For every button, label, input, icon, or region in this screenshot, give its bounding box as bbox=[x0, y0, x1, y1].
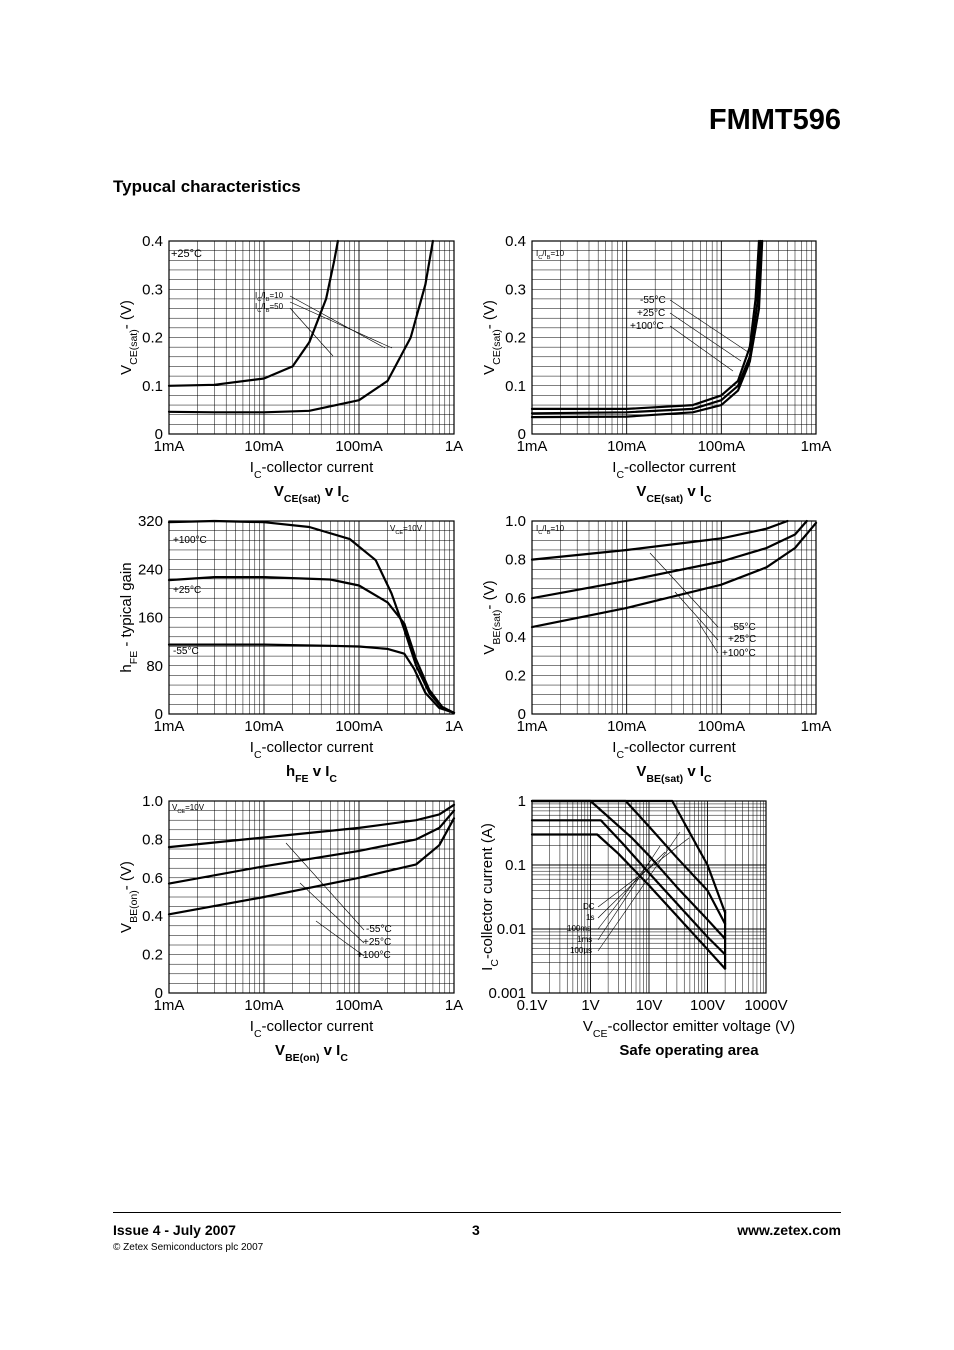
y-tick-label: 0.1 bbox=[505, 857, 526, 874]
y-tick-label: 160 bbox=[137, 609, 163, 627]
part-number: FMMT596 bbox=[708, 104, 841, 136]
x-axis-label: $I_C$-collector current bbox=[612, 739, 736, 761]
annotation-label: $I_C/I_B=10$ bbox=[536, 524, 565, 536]
x-axis-label: $I_C$-collector current bbox=[249, 1018, 374, 1040]
footer-website: www.zetex.com bbox=[737, 1222, 841, 1238]
x-tick-label: 100mA bbox=[697, 438, 746, 455]
annotation-label: -55°C bbox=[173, 646, 199, 657]
grid bbox=[532, 801, 766, 993]
y-tick-label: 0.8 bbox=[142, 831, 163, 849]
y-tick-label: 0 bbox=[154, 706, 163, 723]
leader-line bbox=[675, 592, 718, 640]
y-tick-label: 0.01 bbox=[496, 921, 526, 938]
y-axis-label: $V_{CE(sat)}-$ (V) bbox=[481, 300, 503, 375]
x-tick-label: 100mA bbox=[335, 438, 383, 455]
annotation-label: $I_C/I_B=10$ bbox=[255, 291, 284, 303]
annotation-label: $I_C/I_B=10$ bbox=[536, 249, 565, 261]
x-tick-label: 1V bbox=[581, 997, 600, 1014]
y-tick-label: 0.2 bbox=[505, 667, 526, 685]
y-tick-label: 0.1 bbox=[142, 377, 163, 395]
y-tick-label: 1.0 bbox=[142, 793, 163, 810]
y-tick-label: 0 bbox=[154, 426, 163, 443]
annotation-label: +100°C bbox=[357, 950, 391, 961]
chart-vbesat bbox=[481, 513, 831, 785]
chart-title: $V_{BE(sat)}$ v $I_C$ bbox=[636, 763, 712, 785]
x-tick-label: 1000V bbox=[744, 997, 788, 1014]
x-tick-label: 1mA bbox=[800, 438, 832, 455]
x-tick-label: 100V bbox=[689, 997, 726, 1014]
x-tick-label: 10mA bbox=[607, 438, 647, 455]
x-tick-label: 1mA bbox=[516, 438, 548, 455]
annotation-label: +100°C bbox=[173, 535, 207, 546]
series-1 bbox=[532, 820, 725, 954]
x-tick-label: 1A bbox=[444, 438, 464, 455]
x-tick-label: 1mA bbox=[800, 718, 832, 735]
annotation-label: -55°C bbox=[640, 295, 666, 306]
leader-line bbox=[598, 860, 651, 929]
chart-title: $V_{CE(sat)}$ v $I_C$ bbox=[273, 483, 350, 505]
y-tick-label: 0 bbox=[517, 426, 526, 443]
x-tick-label: 1mA bbox=[153, 997, 185, 1014]
footer-rule bbox=[113, 1212, 841, 1213]
page-number: 3 bbox=[472, 1222, 480, 1238]
y-tick-label: 0.3 bbox=[142, 281, 163, 299]
annotation-label: +25°C bbox=[171, 248, 203, 260]
annotation-label: +100°C bbox=[722, 648, 756, 659]
series-0 bbox=[169, 241, 433, 412]
x-tick-label: 100mA bbox=[335, 718, 383, 735]
annotation-label: +25°C bbox=[363, 937, 392, 948]
y-tick-label: 240 bbox=[137, 561, 163, 579]
annotation-label: $I_C/I_B=50$ bbox=[255, 302, 284, 314]
leader-line bbox=[300, 883, 364, 943]
annotation-label: -55°C bbox=[366, 924, 392, 935]
series-4 bbox=[532, 801, 725, 913]
y-tick-label: 0.001 bbox=[488, 985, 526, 1002]
x-axis-label: $V_{CE}$-collector emitter voltage (V) bbox=[582, 1018, 796, 1040]
x-tick-label: 0.1V bbox=[516, 997, 548, 1014]
y-axis-label: $V_{BE(sat)}-$ (V) bbox=[481, 580, 503, 655]
y-tick-label: 320 bbox=[137, 513, 163, 530]
x-tick-label: 100mA bbox=[697, 718, 746, 735]
annotation-label: DC bbox=[583, 902, 595, 911]
y-tick-label: 0.2 bbox=[505, 329, 526, 347]
x-axis-label: $I_C$-collector current bbox=[249, 739, 374, 761]
y-axis-label: $h_{FE}$ - typical gain bbox=[118, 562, 140, 673]
annotation-label: +100°C bbox=[630, 321, 664, 332]
chart-title: $h_{FE}$ v $I_C$ bbox=[285, 763, 338, 785]
series-2 bbox=[532, 523, 816, 627]
y-tick-label: 1 bbox=[517, 793, 526, 810]
leader-line bbox=[670, 300, 748, 352]
chart-vcesat-temp bbox=[481, 233, 831, 505]
grid bbox=[532, 241, 816, 434]
section-title: Typucal characteristics bbox=[113, 177, 301, 196]
y-tick-label: 0.4 bbox=[505, 628, 526, 646]
grid bbox=[169, 521, 454, 714]
footer-copyright: © Zetex Semiconductors plc 2007 bbox=[113, 1242, 264, 1253]
y-tick-label: 0.4 bbox=[505, 233, 526, 250]
x-axis-label: $I_C$-collector current bbox=[612, 459, 736, 481]
annotation-label: 100ms bbox=[567, 924, 592, 933]
x-tick-label: 1A bbox=[444, 718, 464, 735]
x-tick-label: 1mA bbox=[153, 438, 185, 455]
y-tick-label: 0.8 bbox=[505, 551, 526, 569]
annotation-label: +25°C bbox=[728, 634, 757, 645]
y-tick-label: 0.6 bbox=[142, 869, 163, 887]
y-tick-label: 0.2 bbox=[142, 946, 163, 964]
y-tick-label: 0 bbox=[154, 985, 163, 1002]
chart-title: Safe operating area bbox=[619, 1042, 759, 1059]
y-axis-label: $V_{BE(on)}-$ (V) bbox=[118, 861, 140, 933]
x-tick-label: 10mA bbox=[244, 997, 284, 1014]
y-tick-label: 0.1 bbox=[505, 377, 526, 395]
leader-line bbox=[290, 308, 333, 356]
x-tick-label: 10V bbox=[635, 997, 663, 1014]
x-tick-label: 1A bbox=[444, 997, 464, 1014]
y-tick-label: 0 bbox=[517, 706, 526, 723]
annotation-label: 1s bbox=[586, 913, 595, 922]
x-tick-label: 1mA bbox=[516, 718, 548, 735]
y-tick-label: 80 bbox=[146, 657, 163, 675]
annotation-label: -55°C bbox=[730, 622, 756, 633]
annotation-label: 100µs bbox=[570, 946, 592, 955]
leader-line bbox=[670, 313, 741, 361]
annotation-label: +25°C bbox=[637, 308, 666, 319]
chart-vbeon bbox=[118, 793, 463, 1064]
chart-title: $V_{BE(on)}$ v $I_C$ bbox=[275, 1042, 348, 1064]
y-tick-label: 0.6 bbox=[505, 590, 526, 608]
annotation-label: +25°C bbox=[173, 585, 202, 596]
series-1 bbox=[169, 241, 338, 386]
annotation-label: 1ms bbox=[577, 935, 593, 944]
x-tick-label: 100mA bbox=[335, 997, 383, 1014]
y-axis-label: $I_C$-collector current (A) bbox=[479, 823, 501, 971]
y-tick-label: 1.0 bbox=[505, 513, 526, 530]
annotation-label: $V_{CE}=10V$ bbox=[172, 803, 205, 815]
leader-line bbox=[598, 846, 660, 940]
chart-hfe bbox=[118, 513, 463, 785]
y-axis-label: $V_{CE(sat)}-$ (V) bbox=[118, 300, 140, 375]
x-tick-label: 10mA bbox=[607, 718, 647, 735]
y-tick-label: 0.3 bbox=[505, 281, 526, 299]
y-tick-label: 0.4 bbox=[142, 908, 163, 926]
x-tick-label: 10mA bbox=[244, 718, 284, 735]
annotation-label: $V_{CE}=10V$ bbox=[390, 524, 423, 536]
chart-soa bbox=[479, 793, 795, 1059]
x-axis-label: $I_C$-collector current bbox=[249, 459, 374, 481]
series-0 bbox=[532, 835, 725, 969]
leader-line bbox=[290, 296, 385, 348]
series-2 bbox=[169, 645, 454, 713]
footer-issue: Issue 4 - July 2007 bbox=[113, 1222, 236, 1238]
x-tick-label: 1mA bbox=[153, 718, 185, 735]
leader-line bbox=[670, 326, 733, 371]
grid bbox=[169, 801, 454, 993]
chart-title: $V_{CE(sat)}$ v $I_C$ bbox=[636, 483, 712, 505]
chart-vcesat-ratio bbox=[118, 233, 463, 505]
y-tick-label: 0.4 bbox=[142, 233, 163, 250]
x-tick-label: 10mA bbox=[244, 438, 284, 455]
y-tick-label: 0.2 bbox=[142, 329, 163, 347]
leader-line bbox=[598, 832, 680, 951]
series-2 bbox=[532, 801, 725, 939]
